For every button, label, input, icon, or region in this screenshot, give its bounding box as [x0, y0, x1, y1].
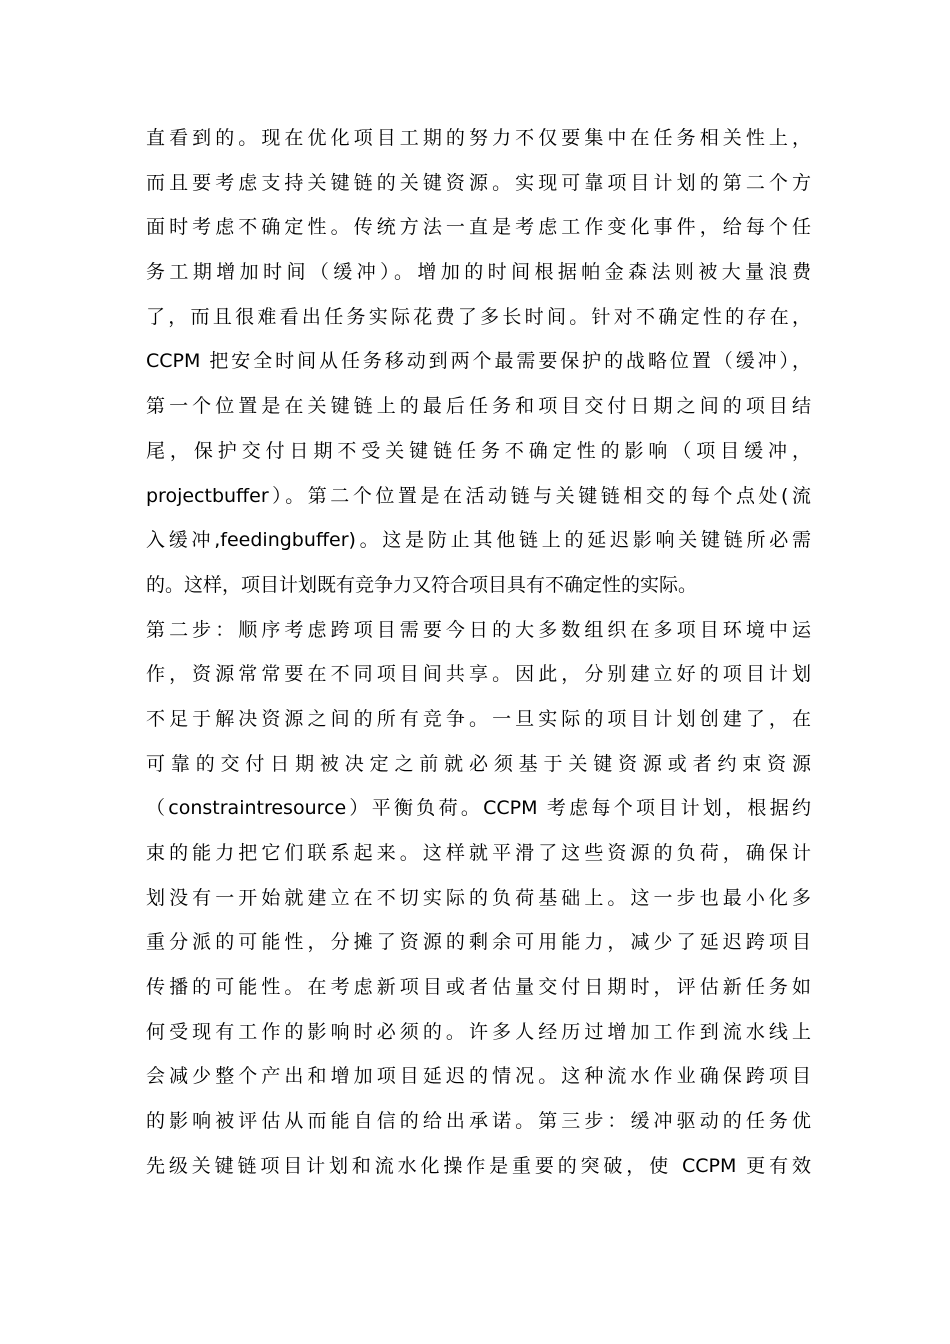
text-line-19: 重分派的可能性，分摊了资源的剩余可用能力，减少了延迟跨项目 — [146, 931, 811, 954]
text-line-3: 面时考虑不确定性。传统方法一直是考虑工作变化事件，给每个任 — [146, 216, 811, 239]
text-line-14: 不足于解决资源之间的所有竞争。一旦实际的项目计划创建了，在 — [146, 707, 811, 730]
text-line-12: 第二步：顺序考虑跨项目需要今日的大多数组织在多项目环境中运 — [146, 618, 811, 641]
text-line-9: projectbuffer）。第二个位置是在活动链与关键链相交的每个点处(流 — [146, 484, 811, 507]
text-line-2: 而且要考虑支持关键链的关键资源。实现可靠项目计划的第二个方 — [146, 171, 811, 194]
text-line-20: 传播的可能性。在考虑新项目或者估量交付日期时，评估新任务如 — [146, 976, 811, 999]
text-line-13: 作，资源常常要在不同项目间共享。因此，分别建立好的项目计划 — [146, 663, 811, 686]
text-line-22: 会减少整个产出和增加项目延迟的情况。这种流水作业确保跨项目 — [146, 1065, 811, 1088]
text-line-7: 第一个位置是在关键链上的最后任务和项目交付日期之间的项目结 — [146, 395, 811, 418]
text-line-11: 的。这样，项目计划既有竞争力又符合项目具有不确定性的实际。 — [146, 573, 698, 596]
text-line-5: 了，而且很难看出任务实际花费了多长时间。针对不确定性的存在， — [146, 305, 811, 328]
text-line-21: 何受现有工作的影响时必须的。许多人经历过增加工作到流水线上 — [146, 1020, 811, 1043]
text-line-1: 直看到的。现在优化项目工期的努力不仅要集中在任务相关性上， — [146, 127, 811, 149]
text-line-15: 可靠的交付日期被决定之前就必须基于关键资源或者约束资源 — [146, 752, 811, 775]
text-line-24: 先级关键链项目计划和流水化操作是重要的突破，使 CCPM 更有效 — [146, 1154, 811, 1177]
text-line-17: 束的能力把它们联系起来。这样就平滑了这些资源的负荷，确保计 — [146, 842, 811, 864]
text-line-23: 的影响被评估从而能自信的给出承诺。第三步：缓冲驱动的任务优 — [146, 1110, 811, 1133]
body-text — [146, 116, 811, 1189]
text-line-18: 划没有一开始就建立在不切实际的负荷基础上。这一步也最小化多 — [146, 886, 811, 909]
text-line-10: 入缓冲,feedingbuffer)。这是防止其他链上的延迟影响关键链所必需 — [146, 529, 811, 552]
text-line-6: CCPM 把安全时间从任务移动到两个最需要保护的战略位置（缓冲）， — [146, 350, 811, 373]
text-line-16: （constraintresource）平衡负荷。CCPM 考虑每个项目计划，根据约 — [146, 797, 811, 820]
text-line-8: 尾，保护交付日期不受关键链任务不确定性的影响（项目缓冲， — [146, 439, 811, 462]
text-line-4: 务工期增加时间（缓冲）。增加的时间根据帕金森法则被大量浪费 — [146, 261, 811, 284]
